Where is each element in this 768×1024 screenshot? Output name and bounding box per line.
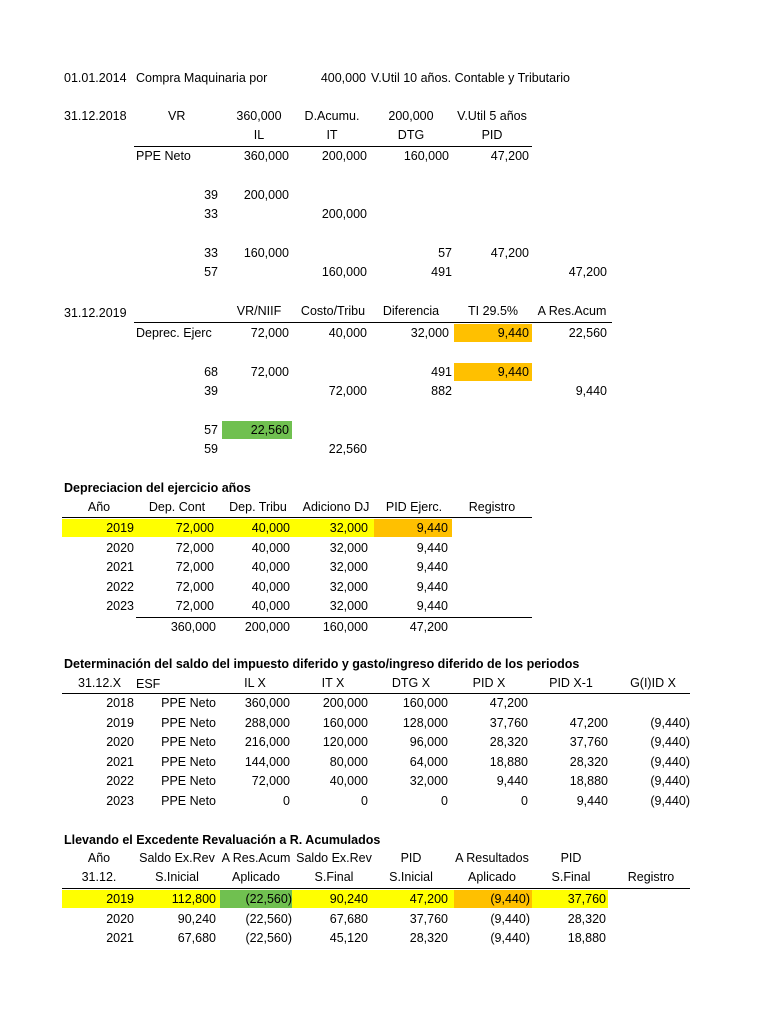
table-cell: 40,000 bbox=[329, 774, 368, 788]
deprec-vr: 72,000 bbox=[250, 326, 289, 340]
table-cell: 120,000 bbox=[322, 735, 368, 749]
table-title: Depreciacion del ejercicio años bbox=[64, 481, 251, 495]
col-header: A Resultados bbox=[455, 851, 529, 865]
col-header: 31.12. bbox=[81, 870, 117, 884]
col-header: 31.12.X bbox=[78, 676, 122, 690]
col-header: PID bbox=[560, 851, 582, 865]
total-cell: 360,000 bbox=[170, 620, 216, 634]
year-cell: 2019 bbox=[106, 715, 134, 730]
table-cell: (9,440) bbox=[650, 774, 690, 788]
col-header: S.Inicial bbox=[155, 870, 199, 884]
deprec-diferencia: 32,000 bbox=[410, 326, 449, 340]
table-cell: 0 bbox=[441, 793, 448, 808]
table-cell: 40,000 bbox=[251, 599, 290, 613]
entry-credit: 200,000 bbox=[321, 207, 367, 221]
col-header: Registro bbox=[627, 870, 675, 884]
header-it: IT bbox=[326, 128, 338, 142]
entry-account-2: 882 bbox=[431, 384, 452, 398]
entry-credit-2: 47,200 bbox=[568, 265, 607, 279]
table-cell: 28,320 bbox=[567, 911, 606, 926]
date-2019: 31.12.2019 bbox=[64, 306, 127, 320]
deprec-costo: 40,000 bbox=[328, 326, 367, 340]
table-cell: 9,440 bbox=[416, 521, 448, 535]
header-vrniif: VR/NIIF bbox=[236, 304, 282, 318]
header-vutil: V.Util 5 años bbox=[457, 109, 527, 123]
purchase-note: V.Util 10 años. Contable y Tributario bbox=[371, 71, 570, 85]
deprec-ti: 9,440 bbox=[497, 326, 529, 340]
table-cell: (9,440) bbox=[490, 911, 530, 926]
col-header: Saldo Ex.Rev bbox=[296, 851, 372, 865]
year-cell: 2023 bbox=[106, 793, 134, 808]
divider bbox=[134, 146, 532, 147]
header-dtg-value: 200,000 bbox=[388, 109, 434, 123]
table-cell: 40,000 bbox=[251, 579, 290, 594]
table-cell: 9,440 bbox=[416, 560, 448, 574]
entry-debit: 200,000 bbox=[243, 188, 289, 202]
year-cell: 2023 bbox=[106, 599, 134, 613]
table-cell: 32,000 bbox=[329, 540, 368, 555]
table-cell: 32,000 bbox=[329, 560, 368, 574]
ppe-il: 360,000 bbox=[243, 149, 289, 163]
table-cell: 200,000 bbox=[322, 696, 368, 710]
col-header: S.Inicial bbox=[389, 870, 433, 884]
entry-debit: 72,000 bbox=[250, 365, 289, 379]
header-ti: TI 29.5% bbox=[467, 304, 519, 318]
header-pid: PID bbox=[481, 128, 503, 142]
table-cell: 28,320 bbox=[489, 735, 528, 749]
col-header: Adiciono DJ bbox=[302, 500, 370, 514]
table-cell: 0 bbox=[283, 793, 290, 808]
table-title: Determinación del saldo del impuesto diferido y gasto/ingreso diferido de los periodos bbox=[64, 657, 580, 671]
table-cell: 160,000 bbox=[322, 715, 368, 730]
ppe-it: 200,000 bbox=[321, 149, 367, 163]
table-cell: 9,440 bbox=[416, 540, 448, 555]
table-cell: (9,440) bbox=[490, 892, 530, 906]
table-cell: PPE Neto bbox=[161, 774, 216, 788]
table-cell: (9,440) bbox=[490, 931, 530, 945]
table-cell: 288,000 bbox=[244, 715, 290, 730]
header-il-value: 360,000 bbox=[236, 109, 282, 123]
purchase-desc: Compra Maquinaria por bbox=[136, 71, 268, 85]
table-cell: 32,000 bbox=[409, 774, 448, 788]
entry-account-2: 491 bbox=[431, 265, 452, 279]
table-cell: 47,200 bbox=[409, 892, 448, 906]
divider bbox=[62, 888, 690, 889]
table-cell: (9,440) bbox=[650, 715, 690, 730]
col-header: S.Final bbox=[314, 870, 354, 884]
header-dtg: DTG bbox=[397, 128, 425, 142]
table-cell: 216,000 bbox=[244, 735, 290, 749]
table-cell: 45,120 bbox=[329, 931, 368, 945]
year-cell: 2021 bbox=[106, 560, 134, 574]
table-cell: 47,200 bbox=[489, 696, 528, 710]
col-header: DTG X bbox=[391, 676, 431, 690]
table-cell: 9,440 bbox=[416, 599, 448, 613]
col-header: PID Ejerc. bbox=[385, 500, 443, 514]
entry-debit: 22,560 bbox=[250, 423, 289, 437]
year-cell: 2022 bbox=[106, 579, 134, 594]
entry-account: 57 bbox=[204, 265, 218, 279]
entry-account: 39 bbox=[204, 384, 218, 398]
entry-account: 33 bbox=[204, 246, 218, 260]
table-cell: 28,320 bbox=[569, 754, 608, 769]
table-cell: 64,000 bbox=[409, 754, 448, 769]
table-cell: 0 bbox=[361, 793, 368, 808]
table-cell: 128,000 bbox=[402, 715, 448, 730]
table-cell: 40,000 bbox=[251, 540, 290, 555]
entry-credit: 22,560 bbox=[328, 442, 367, 456]
table-cell: 72,000 bbox=[175, 540, 214, 555]
table-cell: 90,240 bbox=[329, 892, 368, 906]
entry-account: 57 bbox=[204, 423, 218, 437]
table-cell: 18,880 bbox=[569, 774, 608, 788]
table-cell: 28,320 bbox=[409, 931, 448, 945]
col-header: PID bbox=[400, 851, 422, 865]
table-cell: 160,000 bbox=[402, 696, 448, 710]
table-cell: (22,560) bbox=[245, 911, 292, 926]
table-cell: 72,000 bbox=[175, 579, 214, 594]
table-cell: PPE Neto bbox=[161, 715, 216, 730]
table-cell: (9,440) bbox=[650, 754, 690, 769]
col-header: Año bbox=[87, 851, 111, 865]
table-cell: 67,680 bbox=[329, 911, 368, 926]
col-header: Dep. Tribu bbox=[229, 500, 287, 514]
total-cell: 47,200 bbox=[409, 620, 448, 634]
divider bbox=[136, 617, 532, 618]
table-cell bbox=[612, 695, 690, 712]
year-cell: 2019 bbox=[106, 892, 134, 906]
table-cell: 72,000 bbox=[175, 599, 214, 613]
entry-account: 39 bbox=[204, 188, 218, 202]
col-header: PID X-1 bbox=[549, 676, 593, 690]
table-cell: 32,000 bbox=[329, 599, 368, 613]
date-2018: 31.12.2018 bbox=[64, 109, 127, 123]
table-cell: 0 bbox=[521, 793, 528, 808]
year-cell: 2020 bbox=[106, 540, 134, 555]
table-cell: PPE Neto bbox=[161, 754, 216, 769]
year-cell: 2019 bbox=[106, 521, 134, 535]
entry-debit-2: 47,200 bbox=[490, 246, 529, 260]
entry-credit: 72,000 bbox=[328, 384, 367, 398]
entry-account: 59 bbox=[204, 442, 218, 456]
entry-account: 68 bbox=[204, 365, 218, 379]
col-header: Aplicado bbox=[468, 870, 516, 884]
col-header: A Res.Acum bbox=[221, 851, 291, 865]
vr-label: VR bbox=[168, 109, 186, 123]
table-cell: 9,440 bbox=[416, 579, 448, 594]
entry-account-2: 491 bbox=[431, 365, 452, 379]
col-header: S.Final bbox=[551, 870, 591, 884]
entry-debit-2: 9,440 bbox=[497, 365, 529, 379]
table-cell: 37,760 bbox=[569, 735, 608, 749]
col-header: Registro bbox=[468, 500, 516, 514]
table-cell: 37,760 bbox=[567, 892, 606, 906]
table-cell: 32,000 bbox=[329, 521, 368, 535]
ppe-dtg: 160,000 bbox=[403, 149, 449, 163]
table-cell: 80,000 bbox=[329, 754, 368, 769]
table-cell: (22,560) bbox=[245, 892, 292, 906]
total-cell: 200,000 bbox=[244, 620, 290, 634]
col-header: Dep. Cont bbox=[148, 500, 206, 514]
header-il: IL bbox=[253, 128, 265, 142]
table-cell: 90,240 bbox=[177, 911, 216, 926]
col-header bbox=[612, 850, 690, 867]
col-header: IT X bbox=[321, 676, 345, 690]
table-cell: PPE Neto bbox=[161, 696, 216, 710]
col-header: ESF bbox=[136, 677, 161, 691]
total-cell: 160,000 bbox=[322, 620, 368, 634]
table-cell: 72,000 bbox=[251, 774, 290, 788]
table-cell: 37,760 bbox=[489, 715, 528, 730]
table-cell: 9,440 bbox=[576, 793, 608, 808]
entry-credit-2: 9,440 bbox=[575, 384, 607, 398]
table-cell: 112,800 bbox=[171, 892, 216, 906]
year-cell: 2020 bbox=[106, 735, 134, 749]
entry-account-2: 57 bbox=[438, 246, 452, 260]
header-res-acum: A Res.Acum bbox=[537, 304, 607, 318]
purchase-amount: 400,000 bbox=[320, 71, 366, 85]
entry-debit: 160,000 bbox=[243, 246, 289, 260]
table-cell: 40,000 bbox=[251, 560, 290, 574]
col-header: Saldo Ex.Rev bbox=[139, 851, 215, 865]
table-cell: PPE Neto bbox=[161, 735, 216, 749]
divider bbox=[62, 693, 690, 694]
table-cell: 360,000 bbox=[244, 696, 290, 710]
entry-credit: 160,000 bbox=[321, 265, 367, 279]
year-cell: 2018 bbox=[106, 696, 134, 710]
table-title: Llevando el Excedente Revaluación a R. Acumulados bbox=[64, 833, 381, 847]
table-cell: 144,000 bbox=[244, 754, 290, 769]
deprec-label: Deprec. Ejerc bbox=[136, 326, 212, 340]
col-header: Aplicado bbox=[232, 870, 280, 884]
deprec-res-acum: 22,560 bbox=[568, 326, 607, 340]
table-cell: 96,000 bbox=[409, 735, 448, 749]
col-header: PID X bbox=[472, 676, 506, 690]
purchase-date: 01.01.2014 bbox=[64, 71, 127, 85]
table-cell: 32,000 bbox=[329, 579, 368, 594]
table-cell: 47,200 bbox=[569, 715, 608, 730]
table-cell: (22,560) bbox=[245, 931, 292, 945]
table-cell bbox=[532, 695, 608, 712]
year-cell: 2021 bbox=[106, 931, 134, 945]
ppe-label: PPE Neto bbox=[136, 149, 191, 163]
year-cell: 2020 bbox=[106, 911, 134, 926]
ppe-pid: 47,200 bbox=[490, 149, 529, 163]
table-cell: 40,000 bbox=[251, 521, 290, 535]
year-cell: 2021 bbox=[106, 754, 134, 769]
table-cell: 18,880 bbox=[567, 931, 606, 945]
entry-account: 33 bbox=[204, 207, 218, 221]
col-header: Año bbox=[87, 500, 111, 514]
table-cell: PPE Neto bbox=[161, 793, 216, 808]
col-header: G(I)ID X bbox=[630, 676, 676, 690]
header-dacum: D.Acumu. bbox=[304, 109, 360, 123]
divider bbox=[134, 322, 612, 323]
table-cell: 37,760 bbox=[409, 911, 448, 926]
table-cell: 72,000 bbox=[175, 560, 214, 574]
header-costo: Costo/Tribu bbox=[300, 304, 366, 318]
table-cell: 72,000 bbox=[175, 521, 214, 535]
table-cell: 67,680 bbox=[177, 931, 216, 945]
divider bbox=[62, 517, 532, 518]
table-cell: (9,440) bbox=[650, 793, 690, 808]
table-cell: 18,880 bbox=[489, 754, 528, 769]
table-cell: 9,440 bbox=[496, 774, 528, 788]
year-cell: 2022 bbox=[106, 774, 134, 788]
table-cell: (9,440) bbox=[650, 735, 690, 749]
header-diferencia: Diferencia bbox=[382, 304, 440, 318]
col-header: IL X bbox=[244, 676, 266, 690]
